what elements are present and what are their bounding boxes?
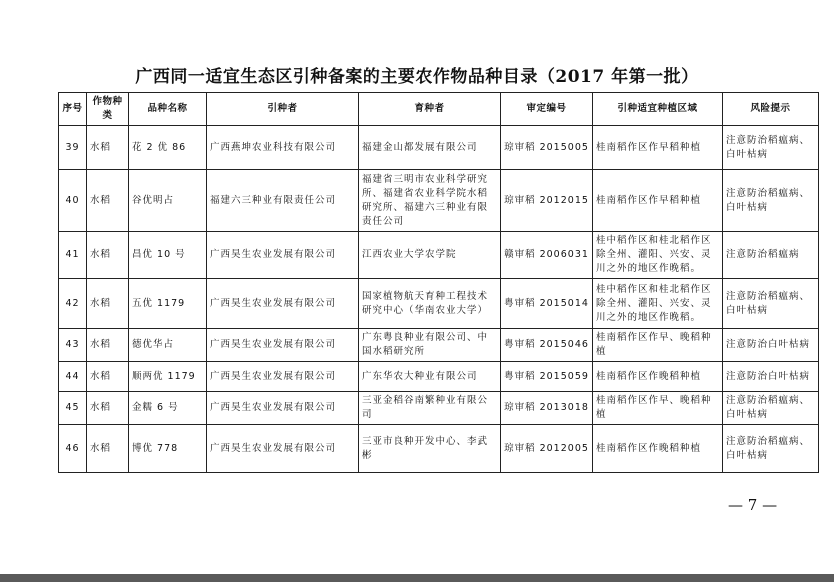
cell-crop: 水稻 — [87, 126, 129, 170]
col-header-crop: 作物种类 — [87, 93, 129, 126]
table-row — [59, 279, 819, 329]
cell-introducer: 广西昊生农业发展有限公司 — [207, 392, 359, 425]
cell-approval-code: 粤审稻 2015059 — [501, 362, 593, 392]
cell-risk: 注意防治稻瘟病、白叶枯病 — [723, 279, 819, 329]
table-row — [59, 329, 819, 362]
cell-region: 桂中稻作区和桂北稻作区除全州、灌阳、兴安、灵川之外的地区作晚稻。 — [593, 232, 723, 279]
cell-introducer: 福建六三种业有限责任公司 — [207, 170, 359, 232]
table-row — [59, 170, 819, 232]
cell-risk: 注意防治稻瘟病、白叶枯病 — [723, 126, 819, 170]
cell-no: 44 — [59, 362, 87, 392]
table-header-row — [59, 93, 819, 126]
table-row — [59, 392, 819, 425]
cell-breeder: 江西农业大学农学院 — [359, 232, 501, 279]
cell-no: 46 — [59, 425, 87, 473]
cell-variety: 顺两优 1179 — [129, 362, 207, 392]
cell-variety: 五优 1179 — [129, 279, 207, 329]
cell-risk: 注意防治稻瘟病 — [723, 232, 819, 279]
cell-no: 39 — [59, 126, 87, 170]
cell-no: 45 — [59, 392, 87, 425]
cell-variety: 花 2 优 86 — [129, 126, 207, 170]
cell-risk: 注意防治稻瘟病、白叶枯病 — [723, 170, 819, 232]
cell-risk: 注意防治稻瘟病、白叶枯病 — [723, 392, 819, 425]
cell-risk: 注意防治白叶枯病 — [723, 362, 819, 392]
cell-region: 桂南稻作区作早稻种植 — [593, 126, 723, 170]
table-row — [59, 126, 819, 170]
cell-breeder: 福建金山都发展有限公司 — [359, 126, 501, 170]
col-header-approval-code: 审定编号 — [501, 93, 593, 126]
cell-approval-code: 琼审稻 2013018 — [501, 392, 593, 425]
col-header-region: 引种适宜种植区域 — [593, 93, 723, 126]
cell-region: 桂中稻作区和桂北稻作区除全州、灌阳、兴安、灵川之外的地区作晚稻。 — [593, 279, 723, 329]
cell-introducer: 广西昊生农业发展有限公司 — [207, 362, 359, 392]
cell-no: 41 — [59, 232, 87, 279]
cell-crop: 水稻 — [87, 232, 129, 279]
col-header-introducer: 引种者 — [207, 93, 359, 126]
cell-breeder: 三亚市良种开发中心、李武彬 — [359, 425, 501, 473]
cell-approval-code: 琼审稻 2015005 — [501, 126, 593, 170]
page-number: — 7 — — [728, 496, 778, 514]
cell-no: 42 — [59, 279, 87, 329]
cell-crop: 水稻 — [87, 170, 129, 232]
cell-introducer: 广西昊生农业发展有限公司 — [207, 329, 359, 362]
col-header-breeder: 育种者 — [359, 93, 501, 126]
cell-region: 桂南稻作区作晚稻种植 — [593, 362, 723, 392]
cell-no: 43 — [59, 329, 87, 362]
col-header-risk: 风险提示 — [723, 93, 819, 126]
cell-variety: 昌优 10 号 — [129, 232, 207, 279]
cell-introducer: 广西昊生农业发展有限公司 — [207, 425, 359, 473]
col-header-variety: 品种名称 — [129, 93, 207, 126]
table-row — [59, 425, 819, 473]
cell-breeder: 国家植物航天育种工程技术研究中心（华南农业大学） — [359, 279, 501, 329]
cell-breeder: 广东华农大种业有限公司 — [359, 362, 501, 392]
cell-introducer: 广西燕坤农业科技有限公司 — [207, 126, 359, 170]
cell-variety: 金糯 6 号 — [129, 392, 207, 425]
table-row — [59, 362, 819, 392]
cell-crop: 水稻 — [87, 329, 129, 362]
document-title: 广西同一适宜生态区引种备案的主要农作物品种目录（2017 年第一批） — [135, 67, 699, 87]
col-header-no: 序号 — [59, 93, 87, 126]
cell-region: 桂南稻作区作早、晚稻种植 — [593, 392, 723, 425]
cell-introducer: 广西昊生农业发展有限公司 — [207, 232, 359, 279]
cell-variety: 博优 778 — [129, 425, 207, 473]
table-row — [59, 232, 819, 279]
cell-crop: 水稻 — [87, 425, 129, 473]
cell-breeder: 广东粤良种业有限公司、中国水稻研究所 — [359, 329, 501, 362]
cell-approval-code: 粤审稻 2015046 — [501, 329, 593, 362]
cell-approval-code: 琼审稻 2012005 — [501, 425, 593, 473]
cell-breeder: 三亚金稻谷南繁种业有限公司 — [359, 392, 501, 425]
viewer-bottom-bar — [0, 574, 834, 582]
cell-region: 桂南稻作区作早、晚稻种植 — [593, 329, 723, 362]
cell-risk: 注意防治稻瘟病、白叶枯病 — [723, 425, 819, 473]
cell-region: 桂南稻作区作晚稻种植 — [593, 425, 723, 473]
cell-crop: 水稻 — [87, 362, 129, 392]
cell-introducer: 广西昊生农业发展有限公司 — [207, 279, 359, 329]
cell-no: 40 — [59, 170, 87, 232]
cell-variety: 谷优明占 — [129, 170, 207, 232]
cell-approval-code: 粤审稻 2015014 — [501, 279, 593, 329]
cell-approval-code: 琼审稻 2012015 — [501, 170, 593, 232]
variety-catalog-table — [58, 92, 819, 473]
cell-crop: 水稻 — [87, 392, 129, 425]
cell-risk: 注意防治白叶枯病 — [723, 329, 819, 362]
cell-variety: 德优华占 — [129, 329, 207, 362]
cell-region: 桂南稻作区作早稻种植 — [593, 170, 723, 232]
cell-crop: 水稻 — [87, 279, 129, 329]
cell-approval-code: 赣审稻 2006031 — [501, 232, 593, 279]
cell-breeder: 福建省三明市农业科学研究所、福建省农业科学院水稻研究所、福建六三种业有限责任公司 — [359, 170, 501, 232]
